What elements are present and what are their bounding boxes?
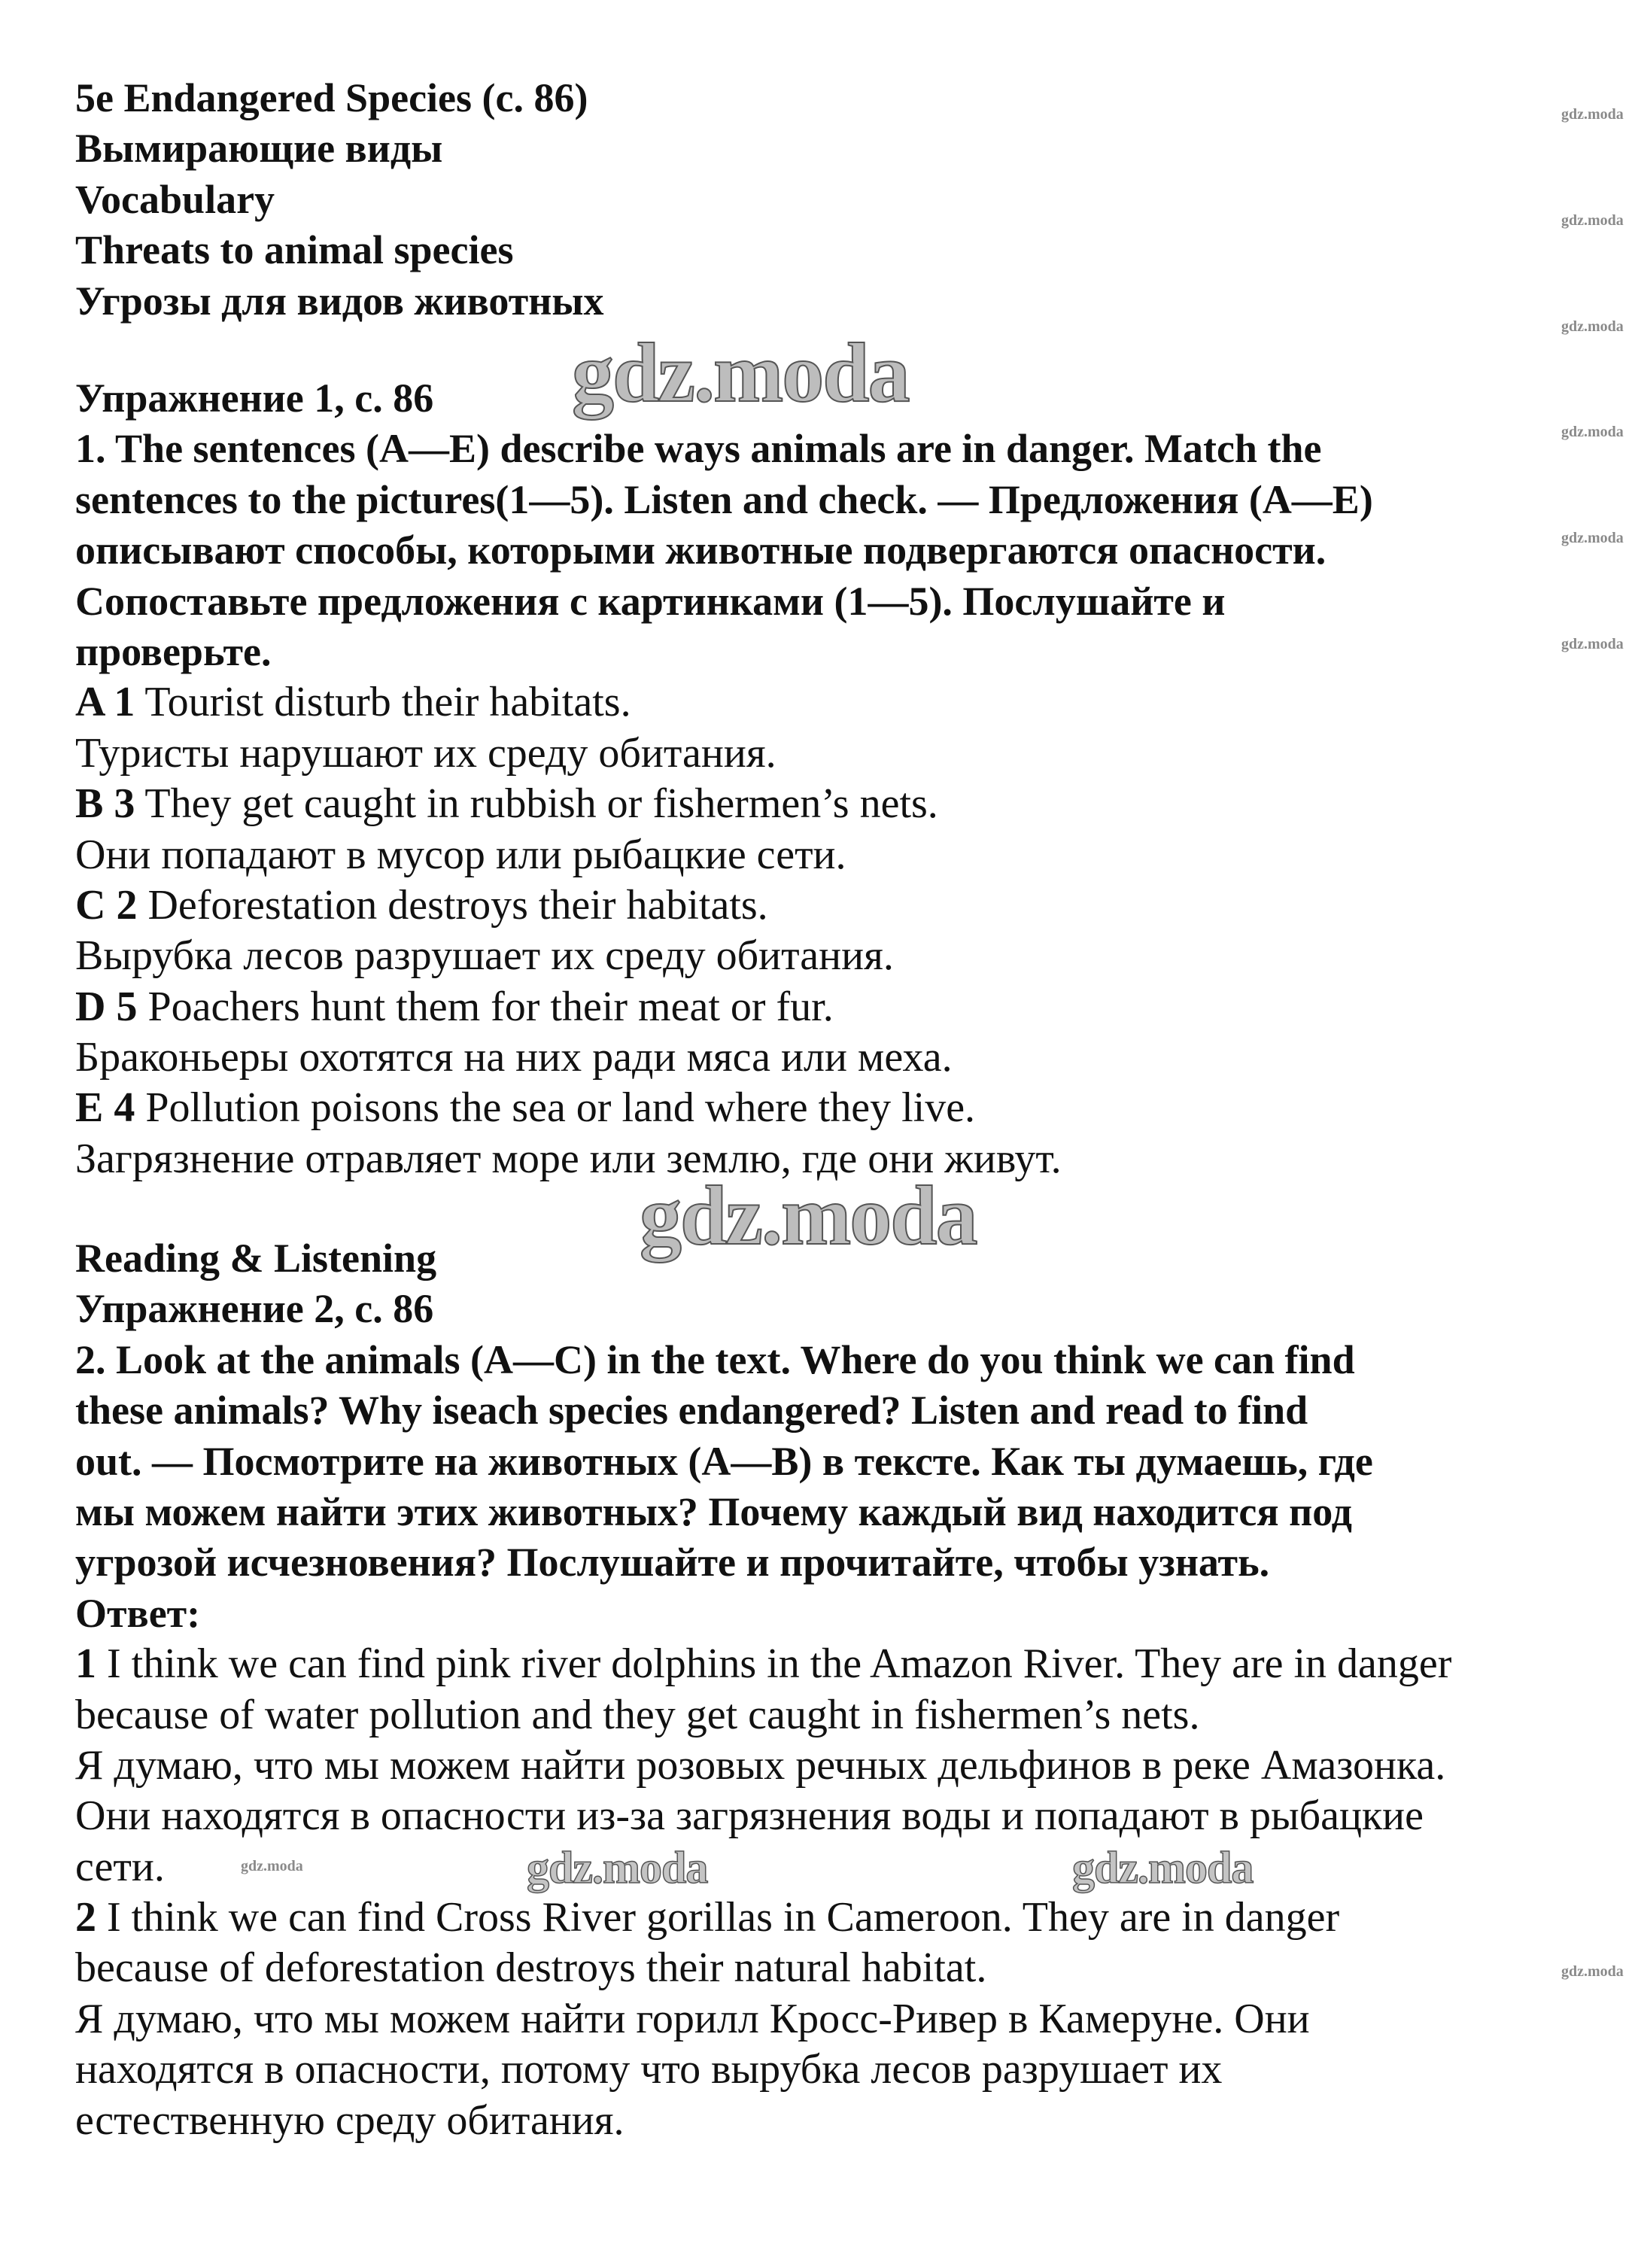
header-block xyxy=(75,73,1535,327)
page-title: 5e Endangered Species (с. 86) xyxy=(75,75,588,120)
task-line: sentences to the pictures(1—5). Listen and check. — Предложения (А—Е) xyxy=(75,476,1373,522)
answer-ru: Они попадают в мусор или рыбацкие сети. xyxy=(75,831,846,878)
page-title-ru: Вымирающие виды xyxy=(75,126,443,172)
answer-line: Они находятся в опасности из-за загрязнения воды и попадают в рыбацкие xyxy=(75,1792,1424,1840)
watermark: gdz.moda xyxy=(1561,424,1624,440)
task-line: 2. Look at the animals (A—C) in the text. Where do you think we can find xyxy=(75,1336,1355,1382)
watermark: gdz.moda xyxy=(640,1169,977,1263)
answer-text: Tourist disturb their habitats. xyxy=(144,679,631,726)
task-line: these animals? Why iseach species endangered? Listen and read to find xyxy=(75,1388,1308,1433)
answer-en xyxy=(75,880,1535,931)
answer-en xyxy=(75,1083,1535,1133)
answer-en xyxy=(75,677,1535,728)
watermark: gdz.moda xyxy=(1561,318,1624,335)
answer-label: C 2 xyxy=(75,881,138,929)
answer-line xyxy=(75,1639,1535,1689)
topic-heading: Threats to animal species xyxy=(75,227,514,273)
task-line: проверьте. xyxy=(75,628,272,674)
watermark: gdz.moda xyxy=(1561,636,1624,652)
answer-label: E 4 xyxy=(75,1084,135,1132)
answer-line: because of water pollution and they get caught in fishermen’s nets. xyxy=(75,1691,1200,1738)
answer-line: естественную среду обитания. xyxy=(75,2096,625,2144)
task-line: угрозой исчезновения? Послушайте и прочитайте, чтобы узнать. xyxy=(75,1540,1270,1585)
answer-text: Pollution poisons the sea or land where they live. xyxy=(145,1084,976,1132)
watermark: gdz.moda xyxy=(572,327,909,420)
answer-line: Я думаю, что мы можем найти розовых речных дельфинов в реке Амазонка. xyxy=(75,1741,1446,1789)
exercise-title: Упражнение 2, с. 86 xyxy=(75,1286,434,1332)
answer-text: I think we can find pink river dolphins in the Amazon River. They are in danger xyxy=(107,1640,1452,1688)
answer-text: Deforestation destroys their habitats. xyxy=(147,881,768,929)
answer-en xyxy=(75,779,1535,829)
answer-label: B 3 xyxy=(75,780,135,828)
answer-text: I think we can find Cross River gorillas in Cameroon. They are in danger xyxy=(107,1894,1340,1941)
answer-line: Я думаю, что мы можем найти горилл Кросс-Ривер в Камеруне. Они xyxy=(75,1995,1310,2042)
answer-text: They get caught in rubbish or fishermen’s nets. xyxy=(144,780,938,828)
watermark: gdz.moda xyxy=(1072,1843,1254,1893)
task-line: 1. The sentences (A—E) describe ways animals are in danger. Match the xyxy=(75,426,1322,472)
section-heading: Reading & Listening xyxy=(75,1236,437,1281)
task-line: Сопоставьте предложения с картинками (1—5). Послушайте и xyxy=(75,578,1226,624)
watermark: gdz.moda xyxy=(1561,1963,1624,1980)
answer-heading: Ответ: xyxy=(75,1590,201,1636)
answer-line: находятся в опасности, потому что вырубка лесов разрушает их xyxy=(75,2046,1223,2093)
answer-line xyxy=(75,1893,1535,1943)
answer-ru: Туристы нарушают их среду обитания. xyxy=(75,729,776,777)
task-line: out. — Посмотрите на животных (А—В) в тексте. Как ты думаешь, где xyxy=(75,1438,1373,1484)
exercise-title: Упражнение 1, с. 86 xyxy=(75,375,434,421)
answer-label: A 1 xyxy=(75,679,135,726)
watermark: gdz.moda xyxy=(1561,106,1624,123)
watermark: gdz.moda xyxy=(527,1843,708,1893)
answer-ru: Загрязнение отравляет море или землю, где они живут. xyxy=(75,1135,1062,1182)
answer-number: 2 xyxy=(75,1894,96,1941)
answer-line: because of deforestation destroys their natural habitat. xyxy=(75,1944,987,1992)
watermark: gdz.moda xyxy=(1561,530,1624,546)
answer-ru: Браконьеры охотятся на них ради мяса или меха. xyxy=(75,1034,953,1081)
exercise-1 xyxy=(75,373,1535,1184)
watermark: gdz.moda xyxy=(241,1858,303,1874)
answer-label: D 5 xyxy=(75,983,138,1030)
watermark: gdz.moda xyxy=(1561,212,1624,229)
answer-en xyxy=(75,982,1535,1032)
task-line: описывают способы, которыми животные подвергаются опасности. xyxy=(75,527,1327,573)
answer-number: 1 xyxy=(75,1640,96,1688)
answer-line: сети. xyxy=(75,1843,165,1890)
exercise-2 xyxy=(75,1233,1535,2146)
topic-heading-ru: Угрозы для видов животных xyxy=(75,278,604,324)
answer-text: Poachers hunt them for their meat or fur. xyxy=(147,983,834,1030)
answer-ru: Вырубка лесов разрушает их среду обитания. xyxy=(75,932,894,980)
section-heading: Vocabulary xyxy=(75,176,275,222)
task-line: мы можем найти этих животных? Почему каждый вид находится под xyxy=(75,1488,1352,1534)
